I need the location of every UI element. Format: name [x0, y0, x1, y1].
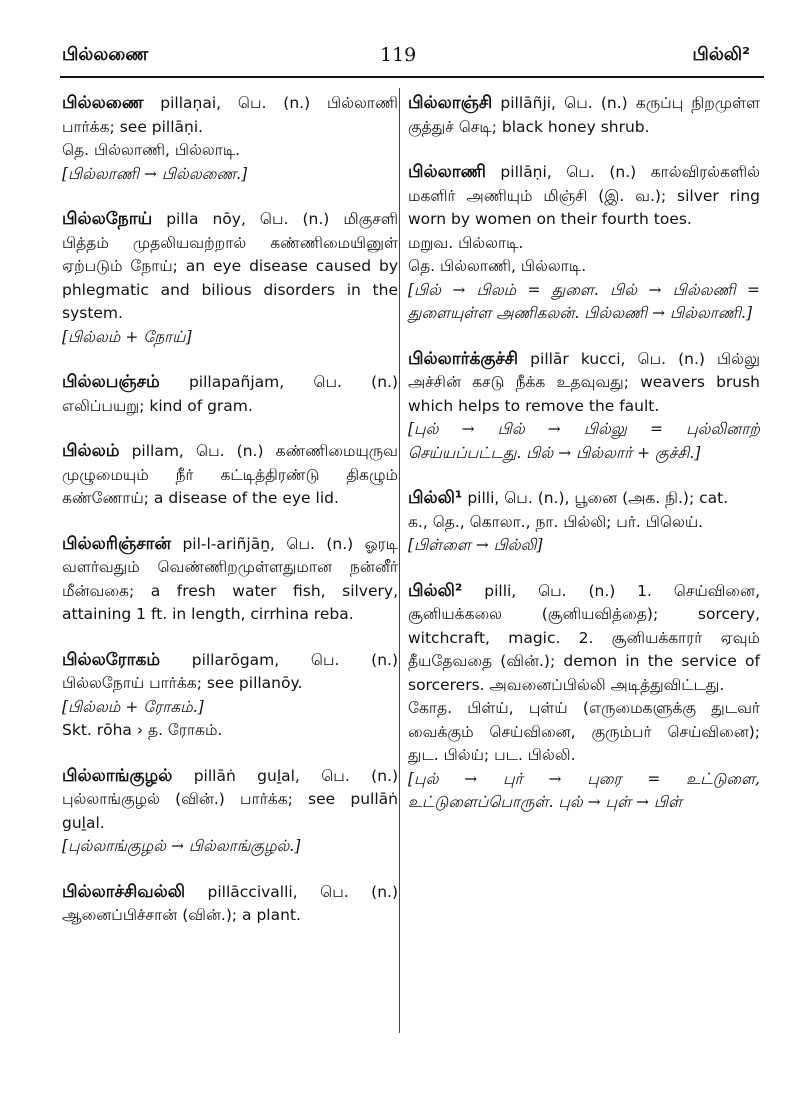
headword: பில்லபஞ்சம் [62, 372, 160, 392]
definition: pillam, பெ. (n.) கண்ணிமையுருவ முழுமையும் நீர் கட்டித்திரண்டு திகழும் கண்ணோய்; a disease of the eye lid. [62, 442, 398, 507]
column-divider [399, 88, 400, 1033]
etymology: [பில்லாணி → பில்லணை.] [62, 164, 248, 183]
etymology: [பில்லம் + ரோகம்.] [62, 697, 204, 716]
synonym: மறுவ. பில்லாடி. [408, 233, 524, 252]
definition: pillāñji, பெ. (n.) கருப்பு நிறமுள்ள குத்துச் செடி; black honey shrub. [408, 94, 760, 136]
headword: பில்லம் [62, 441, 120, 461]
cognates: தெ. பில்லாணி, பில்லாடி. [408, 257, 587, 275]
etymology: [புல் → புர் → புரை = உட்டுளை, உட்டுளைப்பொருள். புல் → புள் → பிள் [408, 769, 760, 811]
headword: பில்லார்க்குச்சி [408, 348, 519, 369]
entry [62, 649, 398, 743]
headword: பில்லரோகம் [62, 649, 161, 670]
headword: பில்லநோய் [62, 209, 153, 229]
entry [62, 440, 398, 511]
definition: pillaṇai, பெ. (n.) பில்லாணி பார்க்க; see pillāṇi. [62, 94, 398, 136]
entry [62, 533, 398, 627]
definition: pillapañjam, பெ. (n.) எலிப்பயறு; kind of gram. [62, 373, 398, 415]
cognates: க., தெ., கொலா., நா. பில்லி; பர். பிலெய். [408, 512, 704, 531]
definition: pillār kucci, பெ. (n.) பில்லு அச்சின் கசடு நீக்க உதவுவது; weavers brush which helps to remove the fault. [408, 349, 760, 415]
definition: pillarōgam, பெ. (n.) பில்லநோய் பார்க்க; see pillanōy. [62, 650, 398, 692]
entry [408, 487, 760, 558]
definition: pillāṅ guḻal, பெ. (n.) புல்லாங்குழல் (வின்.) பார்க்க; see pullāṅ guḻal. [62, 766, 398, 832]
cognates: Skt. rōha › த. ரோகம். [62, 721, 223, 739]
definition: pilli, பெ. (n.) 1. செய்வினை, சூனியக்கலை (சூனியவித்தை); sorcery, witchcraft, magic. 2. சூனியக்காரர் ஏவும் தீயதேவதை (வின்.); demon in the service of sorcerers. அவனைப்பில்லி அடித்துவிட்டது. [408, 581, 760, 694]
headword: பில்லாச்சிவல்லி [62, 881, 186, 902]
headword: பில்லணை [62, 93, 144, 113]
page-number: 119 [380, 44, 417, 66]
entry [62, 92, 398, 186]
running-head-left: பில்லணை [62, 44, 149, 65]
etymology: [புல் → பில் → பில்லு = புல்லினாற் செய்யப்பட்டது. பில் → பில்லார் + குச்சி.] [408, 420, 760, 462]
header-rule [60, 76, 764, 78]
etymology: [பில் → பிலம் = துளை. பில் → பில்லணி = துளையுள்ள அணிகலன். பில்லணி → பில்லாணி.] [408, 280, 760, 322]
entry [408, 348, 760, 466]
definition: pilla nōy, பெ. (n.) மிகுசளி பித்தம் முதலியவற்றால் கண்ணிமையினுள் ஏற்படும் நோய்; an eye disease caused by phlegmatic and bilious disorders in the system. [62, 210, 398, 322]
left-column [62, 92, 398, 950]
headword: பில்லாங்குழல் [62, 765, 173, 786]
entry [408, 161, 760, 326]
headword: பில்லி² [408, 580, 463, 601]
headword: பில்லாஞ்சி [408, 93, 493, 113]
etymology: [புல்லாங்குழல் → பில்லாங்குழல்.] [62, 837, 301, 855]
definition: pillāṇi, பெ. (n.) கால்விரல்களில் மகளிர் அணியும் மிஞ்சி (இ. வ.); silver ring worn by women on their fourth toes. [408, 163, 760, 228]
entry [62, 881, 398, 928]
etymology: [பில்லம் + நோய்] [62, 327, 192, 346]
headword: பில்லரிஞ்சான் [62, 533, 172, 554]
entry [62, 371, 398, 418]
cognates: கோத. பிள்ய், புள்ய் (எருமைகளுக்கு துடவர் வைக்கும் செய்வினை, குரும்பர் செய்வினை); துட. பில்ய்; பட. பில்லி. [408, 699, 760, 764]
cognates: தெ. பில்லாணி, பில்லாடி. [62, 141, 241, 159]
page-header [0, 40, 800, 74]
headword: பில்லாணி [408, 162, 486, 182]
definition: pilli, பெ. (n.), பூனை (அக. நி.); cat. [462, 489, 729, 507]
running-head-right: பில்லி² [692, 44, 750, 65]
entry [408, 580, 760, 815]
right-column [408, 92, 760, 837]
definition: pillāccivalli, பெ. (n.) ஆனைப்பிச்சான் (வின்.); a plant. [62, 882, 398, 924]
headword: பில்லி¹ [408, 488, 463, 508]
definition: pil-l-ariñjāṉ, பெ. (n.) ஓரடி வளர்வதும் வெண்ணிறமுள்ளதுமான நன்னீர் மீன்வகை; a fresh water fish, silvery, attaining 1 ft. in length, cirrhina reba. [62, 534, 398, 623]
entry [62, 765, 398, 859]
entry [408, 92, 760, 139]
etymology: [பிள்ளை → பில்லி] [408, 536, 543, 554]
entry [62, 208, 398, 349]
